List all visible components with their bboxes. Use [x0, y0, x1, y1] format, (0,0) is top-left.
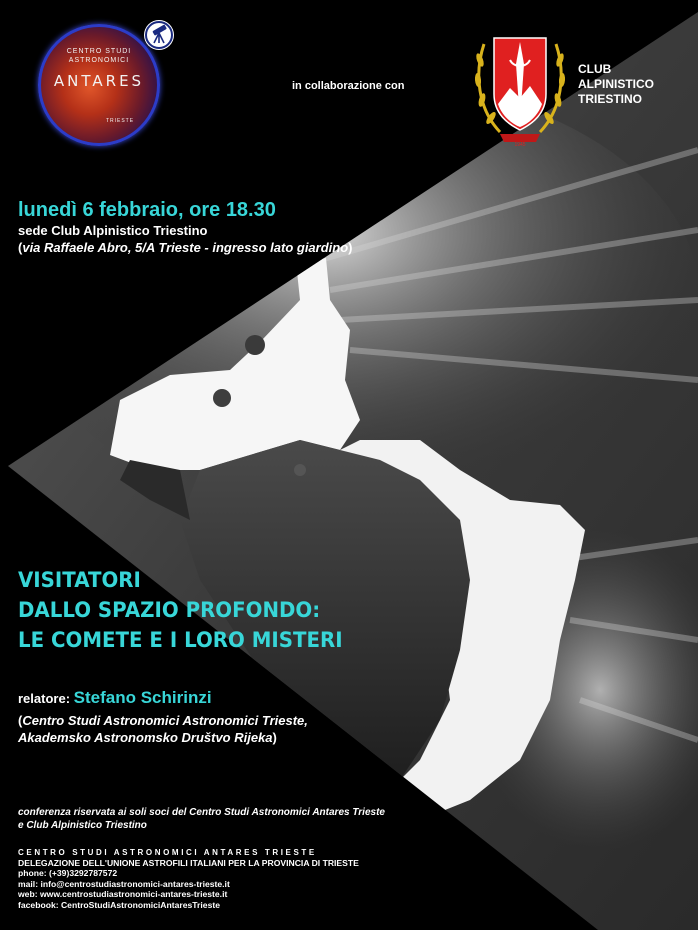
affiliation-line: Centro Studi Astronomici Astronomici Trieste, [22, 713, 308, 728]
address-text: via Raffaele Abro, 5/A Trieste - ingresso lato giardino [22, 240, 349, 255]
title-line: LE COMETE E I LORO MISTERI [18, 628, 343, 653]
title-line: DALLO SPAZIO PROFONDO: [18, 598, 321, 623]
event-date-time: lunedì 6 febbraio, ore 18.30 [18, 199, 276, 221]
antares-logo-wordmark: ANTARES [53, 72, 145, 90]
speaker [18, 688, 212, 708]
cai-shield-icon [470, 24, 570, 154]
affiliation-open-paren: ( [18, 713, 23, 728]
affiliation-close-paren: ) [272, 730, 277, 745]
antares-logo [38, 20, 170, 140]
reserved-note [18, 806, 385, 832]
address-open-paren: ( [18, 240, 23, 255]
lecture-title [18, 566, 371, 656]
footer-org: CENTRO STUDI ASTRONOMICI ANTARES TRIESTE [18, 848, 317, 857]
footer-facebook: facebook: CentroStudiAstronomiciAntaresTrieste [18, 899, 220, 910]
speaker-name: Stefano Schirinzi [73, 688, 212, 707]
antares-logo-line1: CENTRO STUDI [66, 48, 132, 55]
speaker-affiliation [18, 712, 308, 746]
cai-name-line: CLUB [578, 62, 612, 76]
event-venue: sede Club Alpinistico Triestino [18, 223, 208, 238]
telescope-icon [144, 20, 174, 50]
footer-phone: phone: (+39)3292787572 [18, 868, 118, 879]
footer-contacts [18, 847, 359, 910]
cai-logo-name [578, 62, 654, 107]
antares-logo-city: TRIESTE [105, 118, 135, 124]
footer-web: web: www.centrostudiastronomici-antares-trieste.it [18, 889, 228, 900]
cai-logo-year: 1945 [514, 142, 526, 148]
address-close-paren: ) [348, 240, 353, 255]
affiliation-line: Akademsko Astronomsko Društvo Rijeka [18, 730, 273, 745]
footer-mail: mail: info@centrostudiastronomici-antares-trieste.it [18, 878, 230, 889]
speaker-label: relatore: [18, 691, 74, 706]
collaboration-text: in collaborazione con [292, 80, 405, 92]
title-line: VISITATORI [18, 568, 141, 593]
event-address [18, 240, 353, 255]
note-line: e Club Alpinistico Triestino [18, 820, 147, 831]
cai-name-line: TRIESTINO [578, 92, 643, 106]
cai-name-line: ALPINISTICO [578, 77, 655, 91]
note-line: conferenza riservata ai soli soci del Centro Studi Astronomici Antares Trieste [18, 807, 385, 818]
cai-logo [470, 24, 680, 154]
antares-logo-line2: ASTRONOMICI [68, 57, 130, 64]
footer-delegation: DELEGAZIONE DELL'UNIONE ASTROFILI ITALIANI PER LA PROVINCIA DI TRIESTE [18, 858, 359, 868]
